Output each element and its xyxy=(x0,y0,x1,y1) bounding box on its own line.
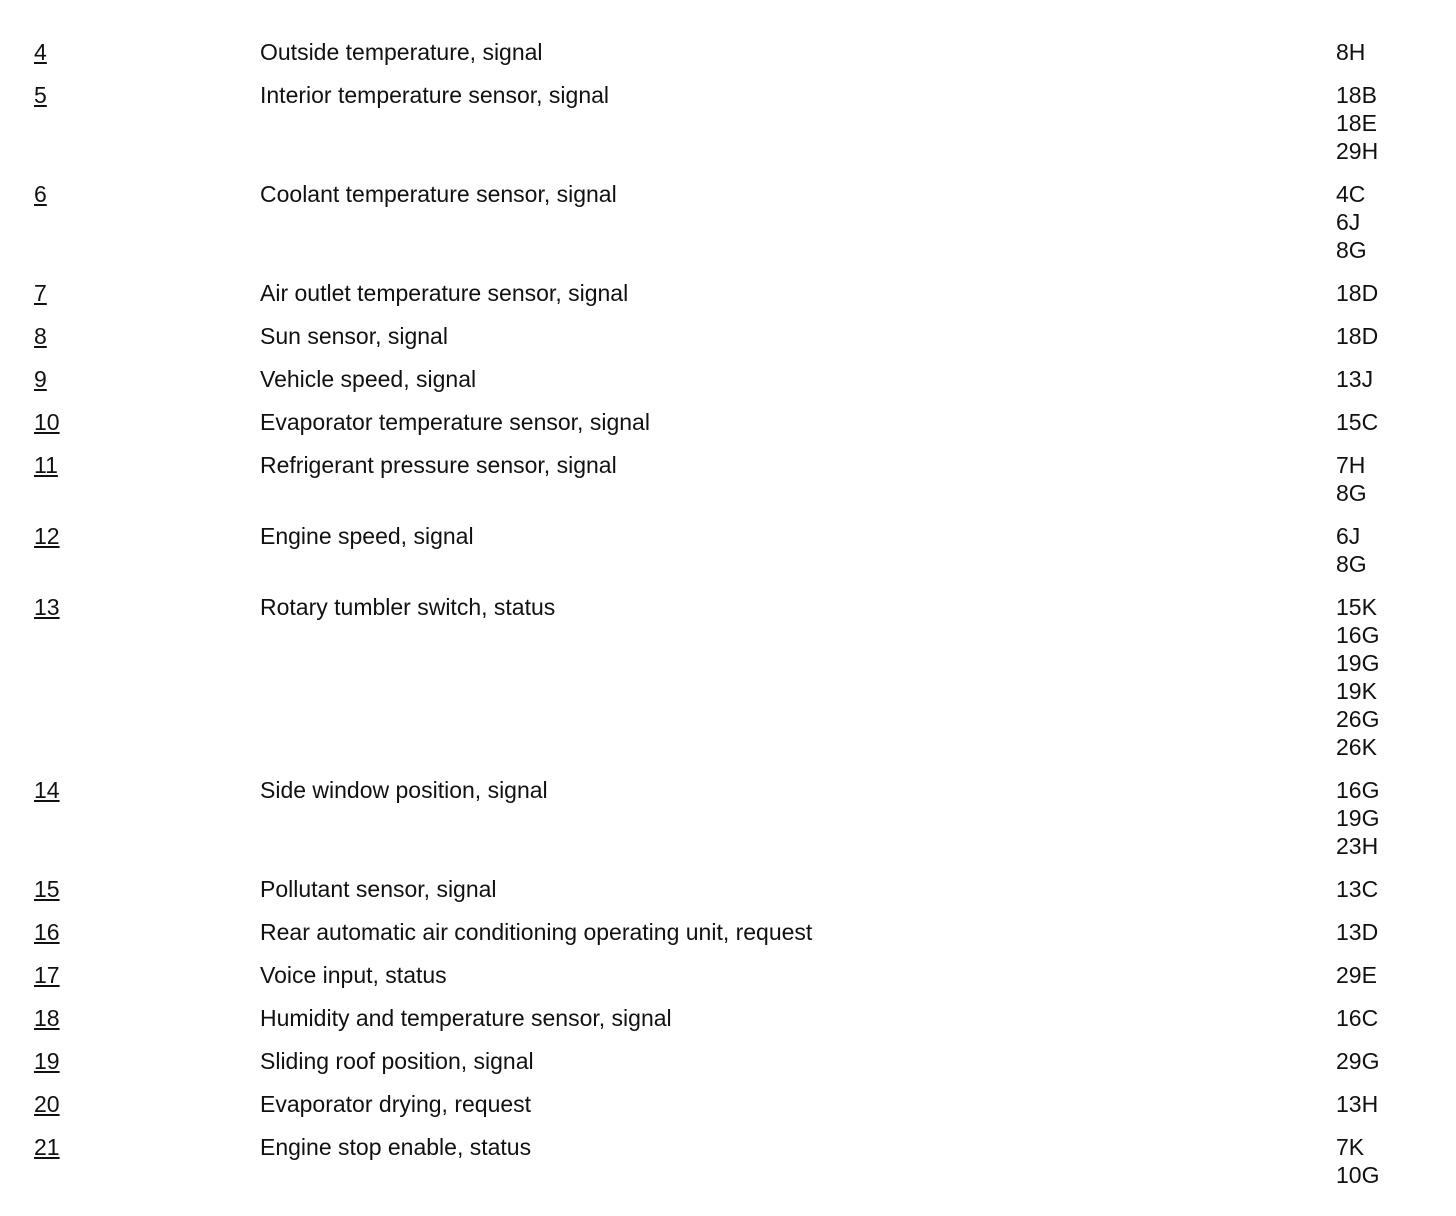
legend-description: Sun sensor, signal xyxy=(260,323,448,349)
legend-number-link[interactable]: 18 xyxy=(34,1005,60,1031)
legend-row xyxy=(0,279,1456,307)
grid-reference: 29H xyxy=(1336,138,1379,164)
legend-description: Vehicle speed, signal xyxy=(260,366,477,392)
legend-description: Evaporator drying, request xyxy=(260,1091,532,1117)
grid-reference: 6J xyxy=(1336,209,1361,235)
grid-reference: 16G xyxy=(1336,622,1380,648)
legend-row xyxy=(0,593,1456,761)
legend-description: Air outlet temperature sensor, signal xyxy=(260,280,629,306)
grid-reference: 13H xyxy=(1336,1091,1379,1117)
grid-references xyxy=(1336,1090,1456,1118)
legend-number-link[interactable]: 12 xyxy=(34,523,60,549)
grid-reference: 26K xyxy=(1336,734,1377,760)
legend-row xyxy=(0,918,1456,946)
grid-reference: 18D xyxy=(1336,323,1379,349)
legend-number-link[interactable]: 6 xyxy=(34,181,47,207)
grid-references xyxy=(1336,1133,1456,1189)
grid-reference: 8H xyxy=(1336,39,1366,65)
grid-reference: 18B xyxy=(1336,82,1377,108)
legend-row xyxy=(0,1133,1456,1189)
legend-description: Refrigerant pressure sensor, signal xyxy=(260,452,617,478)
legend-description: Coolant temperature sensor, signal xyxy=(260,181,617,207)
grid-reference: 10G xyxy=(1336,1162,1380,1188)
legend-description: Pollutant sensor, signal xyxy=(260,876,497,902)
legend-description: Evaporator temperature sensor, signal xyxy=(260,409,650,435)
grid-reference: 19G xyxy=(1336,650,1380,676)
legend-description: Interior temperature sensor, signal xyxy=(260,82,610,108)
legend-description: Side window position, signal xyxy=(260,777,548,803)
legend-description: Engine stop enable, status xyxy=(260,1134,532,1160)
grid-reference: 8G xyxy=(1336,237,1367,263)
legend-description: Rear automatic air conditioning operating unit, request xyxy=(260,919,813,945)
grid-reference: 4C xyxy=(1336,181,1366,207)
legend-number-link[interactable]: 8 xyxy=(34,323,47,349)
grid-references xyxy=(1336,81,1456,165)
legend-number-link[interactable]: 15 xyxy=(34,876,60,902)
grid-reference: 29E xyxy=(1336,962,1377,988)
grid-reference: 18D xyxy=(1336,280,1379,306)
legend-row xyxy=(0,365,1456,393)
grid-reference: 8G xyxy=(1336,551,1367,577)
grid-reference: 7K xyxy=(1336,1134,1365,1160)
legend-row xyxy=(0,408,1456,436)
legend-row xyxy=(0,776,1456,860)
legend-description: Voice input, status xyxy=(260,962,447,988)
grid-references xyxy=(1336,38,1456,66)
legend-number-link[interactable]: 7 xyxy=(34,280,47,306)
grid-reference: 19G xyxy=(1336,805,1380,831)
grid-references xyxy=(1336,365,1456,393)
grid-reference: 26G xyxy=(1336,706,1380,732)
legend-number-link[interactable]: 10 xyxy=(34,409,60,435)
grid-reference: 13D xyxy=(1336,919,1379,945)
legend-number-link[interactable]: 14 xyxy=(34,777,60,803)
grid-reference: 19K xyxy=(1336,678,1377,704)
legend-number-link[interactable]: 5 xyxy=(34,82,47,108)
grid-references xyxy=(1336,180,1456,264)
grid-reference: 13C xyxy=(1336,876,1379,902)
grid-references xyxy=(1336,961,1456,989)
legend-row xyxy=(0,1047,1456,1075)
legend-row xyxy=(0,322,1456,350)
grid-references xyxy=(1336,322,1456,350)
legend-number-link[interactable]: 17 xyxy=(34,962,60,988)
grid-reference: 8G xyxy=(1336,480,1367,506)
grid-references xyxy=(1336,1004,1456,1032)
legend-description: Rotary tumbler switch, status xyxy=(260,594,556,620)
grid-reference: 13J xyxy=(1336,366,1374,392)
grid-references xyxy=(1336,918,1456,946)
grid-reference: 23H xyxy=(1336,833,1379,859)
grid-reference: 16C xyxy=(1336,1005,1379,1031)
legend-row xyxy=(0,1004,1456,1032)
grid-references xyxy=(1336,408,1456,436)
legend-number-link[interactable]: 11 xyxy=(34,452,58,478)
signal-legend-table xyxy=(0,38,1456,1204)
legend-number-link[interactable]: 16 xyxy=(34,919,60,945)
legend-number-link[interactable]: 4 xyxy=(34,39,47,65)
legend-row xyxy=(0,81,1456,165)
legend-number-link[interactable]: 13 xyxy=(34,594,60,620)
legend-description: Engine speed, signal xyxy=(260,523,474,549)
legend-row xyxy=(0,180,1456,264)
grid-reference: 15K xyxy=(1336,594,1377,620)
grid-references xyxy=(1336,593,1456,761)
legend-row xyxy=(0,875,1456,903)
grid-references xyxy=(1336,1047,1456,1075)
grid-references xyxy=(1336,875,1456,903)
grid-reference: 18E xyxy=(1336,110,1377,136)
legend-row xyxy=(0,38,1456,66)
grid-references xyxy=(1336,451,1456,507)
grid-references xyxy=(1336,279,1456,307)
legend-row xyxy=(0,1090,1456,1118)
grid-references xyxy=(1336,776,1456,860)
grid-reference: 7H xyxy=(1336,452,1366,478)
grid-reference: 16G xyxy=(1336,777,1380,803)
grid-reference: 15C xyxy=(1336,409,1379,435)
legend-row xyxy=(0,522,1456,578)
legend-description: Humidity and temperature sensor, signal xyxy=(260,1005,672,1031)
grid-references xyxy=(1336,522,1456,578)
legend-description: Sliding roof position, signal xyxy=(260,1048,534,1074)
legend-row xyxy=(0,961,1456,989)
legend-number-link[interactable]: 19 xyxy=(34,1048,60,1074)
grid-reference: 6J xyxy=(1336,523,1361,549)
legend-number-link[interactable]: 9 xyxy=(34,366,47,392)
legend-number-link[interactable]: 21 xyxy=(34,1134,60,1160)
legend-description: Outside temperature, signal xyxy=(260,39,543,65)
legend-row xyxy=(0,451,1456,507)
legend-number-link[interactable]: 20 xyxy=(34,1091,60,1117)
grid-reference: 29G xyxy=(1336,1048,1380,1074)
